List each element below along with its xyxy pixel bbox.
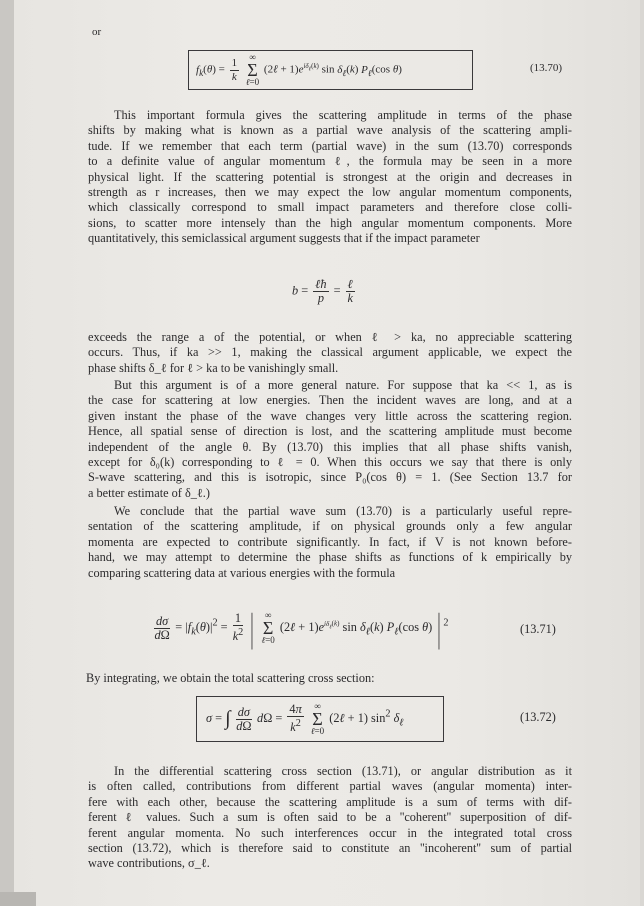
text-line: physical light. If the scattering potential is strongest at the origin and decreases in xyxy=(88,169,572,184)
equation-13-72: σ = ∫ $\frac{d\sigma}{d\Omega}$ dΩ = $\frac{4\pi}{k^2}$ ∞ Σ ℓ=0 (2ℓ + 1) $\sin^2 \delta_\ell$ xyxy=(206,701,404,736)
text-line: tude. If we remember that each term (partial wave) in the sum (13.70) corresponds xyxy=(88,138,572,153)
text-line: except for δ₀(k) corresponding to ℓ = 0. When this occurs we say that there is only xyxy=(88,455,572,470)
text-line: shifts by making what is known as a partial wave analysis of the scattering ampli- xyxy=(88,123,572,138)
text-line: quantitatively, this semiclassical argument suggests that if the impact parameter xyxy=(88,231,480,246)
paragraph-conclusion xyxy=(88,504,572,581)
paragraph-integrating: By integrating, we obtain the total scattering cross section: xyxy=(86,671,375,685)
text-line: occurs. Thus, if ka >> 1, making the classical argument applicable, we expect the xyxy=(88,345,572,360)
paragraph-partial-wave-analysis xyxy=(88,108,572,247)
paragraph-range-of-potential xyxy=(88,330,572,376)
text-line: the case for scattering at low energies. Then the incident waves are long, and at a xyxy=(88,393,572,408)
text-line: But this argument is of a more general nature. For suppose that ka << 1, as is xyxy=(114,378,572,392)
text-line: exceeds the range a of the potential, or when ℓ > ka, no appreciable scattering xyxy=(88,330,572,344)
text-line: strength as r increases, then we may expect the low angular momentum components, xyxy=(88,185,572,200)
text-line: momenta are expected to contribute significantly. In fact, if V is not known before- xyxy=(88,534,572,549)
text-line: S-wave scattering, and this is isotropic, since P₀(cos θ) = 1. (See Section 13.7 for xyxy=(88,470,572,485)
paragraph-low-energy xyxy=(88,378,572,501)
equation-number-13-70: (13.70) xyxy=(530,62,563,74)
text-line: This important formula gives the scattering amplitude in terms of the phase xyxy=(114,108,572,122)
text-line: independent of the angle θ. By (13.70) this implies that all phase shifts vanish, xyxy=(88,439,572,454)
text-line: section (13.72), which is therefore said to constitute an ''incoherent'' sum of partial xyxy=(88,841,572,856)
text-line: hand, we may attempt to determine the phase shifts as functions of k empirically by xyxy=(88,550,572,565)
text-line: Hence, all spatial sense of direction is lost, and the scattering amplitude must become xyxy=(88,424,572,439)
page-corner-shadow xyxy=(0,892,36,906)
text-line: fere with each other, because the scattering amplitude is a sum of terms with dif- xyxy=(88,794,572,809)
equation-13-71: $\frac{d\sigma}{d\Omega}$ = $|f_k(\theta)|^2$ = $\frac{1}{k^2}$ | ∞ Σ ℓ=0 (2ℓ + $1)e^{i\delta_\ell(k)}$ $\sin \delta_\ell(k)$ $P_\ell(\cos$ θ) | $^2$ xyxy=(154,605,449,650)
text-line: wave contributions, σ_ℓ. xyxy=(88,856,210,871)
text-line: which classically correspond to small impact parameters and therefore close colli- xyxy=(88,200,572,215)
page-left-margin xyxy=(0,0,14,906)
text-line: ferent angular momenta. No such interferences occur in the integrated total cross xyxy=(88,825,572,840)
top-word: or xyxy=(92,26,102,38)
equation-13-70: $f_k(\theta)$ = $\frac{1}{k}$ ∞ Σ ℓ=0 (2ℓ + $1)e^{i\delta_\ell(k)}$ $\sin \delta_\ell(k)$ $P_\ell(\cos$ θ) xyxy=(196,52,402,87)
text-line: comparing scattering data at various energies with the formula xyxy=(88,565,396,580)
text-line: ferent ℓ values. Such a sum is often said to be a ''coherent'' superposition of dif- xyxy=(88,810,572,825)
text-line: given instant the phase of the wave changes very little across the scattering region. xyxy=(88,408,572,423)
text-line: sions, to scatter more intensely than the high angular momentum components. More xyxy=(88,215,572,230)
text-line: We conclude that the partial wave sum (13.70) is a particularly useful repre- xyxy=(114,504,572,518)
equation-impact-parameter: b = $\frac{\text{ℓħ}}{p}$ = $\frac{\text{ℓ}}{k}$ xyxy=(292,277,353,305)
text-line: phase shifts δ_ℓ for ℓ > ka to be vanishingly small. xyxy=(88,360,339,375)
equation-number-13-71: (13.71) xyxy=(520,622,556,636)
equation-number-13-72: (13.72) xyxy=(520,710,556,724)
text-line: In the differential scattering cross section (13.71), or angular distribution as it xyxy=(114,764,572,778)
text-line: to a definite value of angular momentum ℓ, the formula may be seen in a more xyxy=(88,154,572,169)
text-line: sentation of the scattering amplitude, if on physical grounds only a few angular xyxy=(88,519,572,534)
text-line: is often called, contributions from different partial waves (angular momenta) inter- xyxy=(88,779,572,794)
text-line: a better estimate of δ_ℓ.) xyxy=(88,485,210,500)
paragraph-coherent-superposition xyxy=(88,764,572,872)
